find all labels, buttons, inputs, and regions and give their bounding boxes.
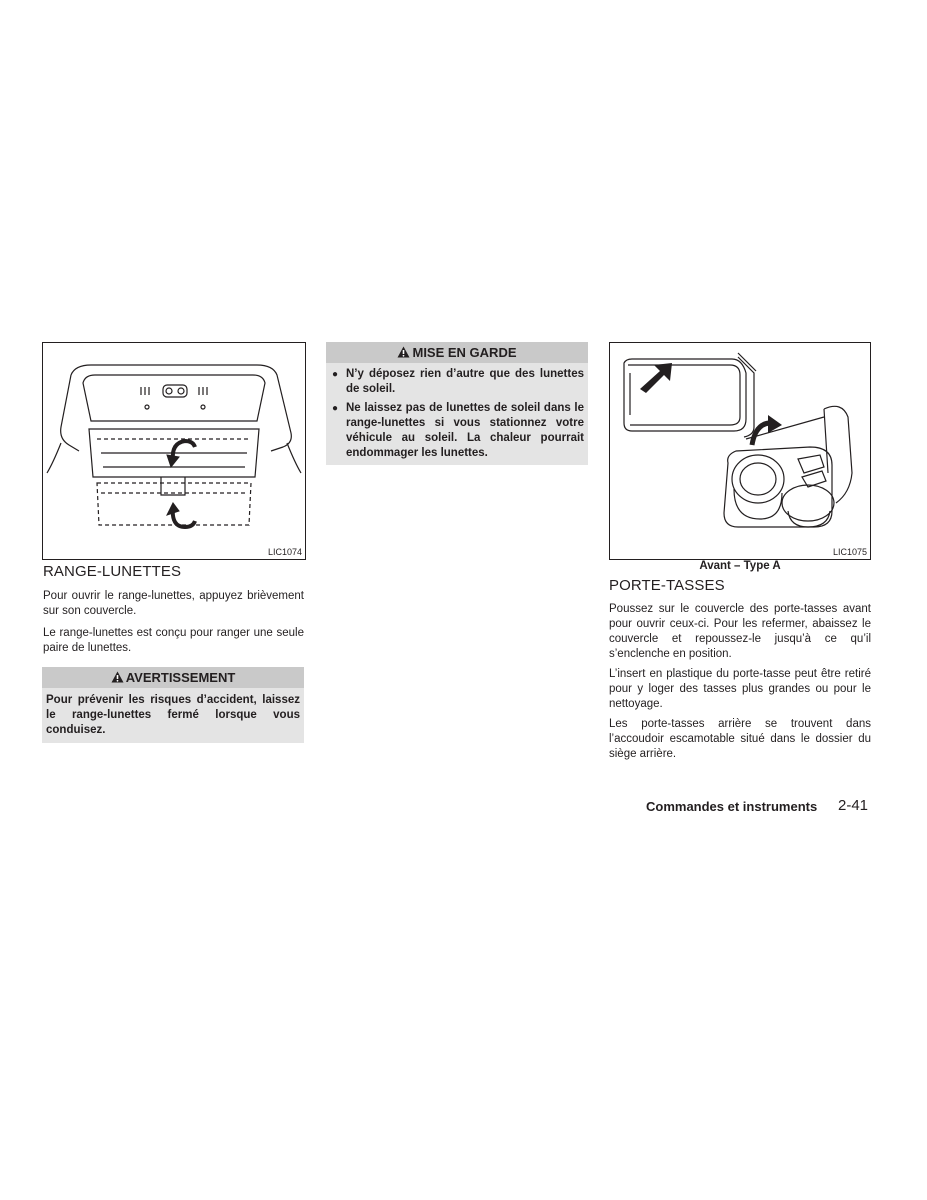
caution-item: ● Ne laissez pas de lunettes de soleil dans le range-lunettes si vous stationnez votre véhicule au soleil. La chaleur pourrait endommager les lunettes.: [330, 401, 584, 461]
warning-text: Pour prévenir les risques d’accident, laissez le range-lunettes fermé lorsque vous conduisez.: [42, 688, 304, 743]
paragraph: Pour ouvrir le range-lunettes, appuyez brièvement sur son couvercle.: [43, 590, 304, 617]
warning-box: [42, 667, 304, 743]
caution-body: [326, 363, 588, 465]
footer-section-title: Commandes et instruments: [646, 799, 818, 814]
figure-code: LIC1074: [267, 547, 302, 557]
caution-item: ● N’y déposez rien d’autre que des lunettes de soleil.: [330, 367, 584, 397]
caution-box-header: [326, 342, 588, 363]
warning-box-header: [42, 667, 304, 688]
sunglasses-holder-illustration: [42, 342, 306, 560]
warning-triangle-icon: [111, 671, 124, 686]
caution-box: [326, 342, 588, 465]
figure-caption: Avant – Type A: [699, 560, 781, 572]
paragraph: Les porte-tasses arrière se trouvent dans l’accoudoir escamotable situé dans le dossier du siège arrière.: [609, 718, 871, 760]
sunglasses-holder-drawing: [43, 343, 305, 559]
paragraph: L’insert en plastique du porte-tasse peut être retiré pour y loger des tasses plus grandes ou pour le nettoyage.: [609, 668, 871, 710]
caution-title: MISE EN GARDE: [412, 345, 517, 360]
cup-holder-drawing: [610, 343, 870, 559]
paragraph: Poussez sur le couvercle des porte-tasses avant pour ouvrir ceux-ci. Pour les refermer, abaissez le couvercle et repoussez-le jusqu’à ce qu’il s’enclenche en position.: [609, 603, 871, 660]
figure-code: LIC1075: [832, 547, 867, 557]
section-heading-range-lunettes: RANGE-LUNETTES: [43, 563, 182, 580]
paragraph: Le range-lunettes est conçu pour ranger une seule paire de lunettes.: [43, 627, 304, 654]
section-heading-porte-tasses: PORTE-TASSES: [609, 577, 725, 594]
warning-title: AVERTISSEMENT: [125, 670, 236, 685]
cup-holder-illustration: [609, 342, 871, 560]
page-number: 2-41: [838, 797, 869, 814]
warning-triangle-icon: [397, 346, 410, 361]
